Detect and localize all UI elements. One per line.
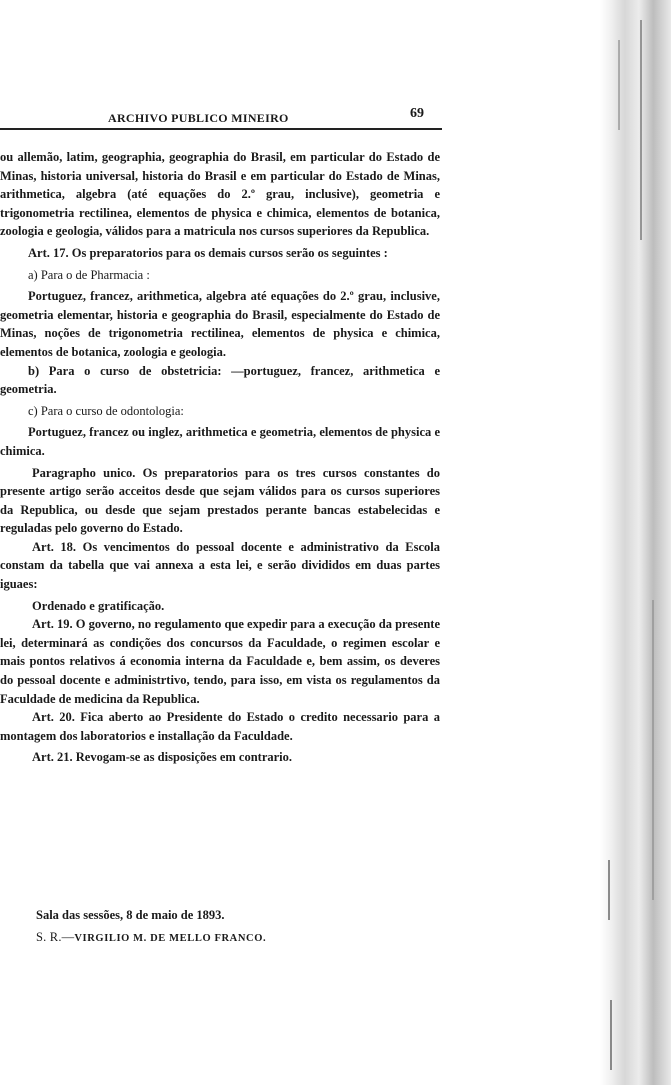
item-b: b) Para o curso de obstetricia: —portuguez, francez, arithmetica e geometria. (0, 363, 440, 397)
signature (36, 930, 266, 945)
article-18: Art. 18. Os vencimentos do pessoal docente e administrativo da Escola constam da tabella que vai annexa a esta lei, e serão divididos em duas partes iguaes: (0, 539, 440, 592)
paragrapho-unico: Paragrapho unico. Os preparatorios para os tres cursos constantes do presente artigo serão acceitos desde que sejam válidos para os cursos superiores da Republica, ou desde que sejam prestados perante bancas estabelecidas e reguladas pelo governo do Estado. (0, 465, 440, 536)
article-21: Art. 21. Revogam-se as disposições em contrario. (32, 750, 293, 765)
signature-name: VIRGILIO M. DE MELLO FRANCO. (74, 933, 267, 944)
page-number: 69 (410, 106, 424, 121)
paragraph-continuation: ou allemão, latim, geographia, geographia do Brasil, em particular do Estado de Minas, historia universal, historia do Brasil e em particular do Estado de Minas, arithmetica, algebra (até equações do 2.º grau, inclusive), geometria e trigonometria rectilinea, elementos de physica e chimica, elementos de botanica, zoologia e geologia, válidos para a matricula nos cursos superiores da Republica. (0, 150, 440, 239)
edge-mark (640, 20, 642, 240)
edge-mark (608, 860, 610, 920)
item-a-content: Portuguez, francez, arithmetica, algebra até equações do 2.º grau, inclusive, geometria elementar, historia e geographia do Brasil, especialmente do Estado de Minas, noções de trigonometria rectilinea, elementos de physica e chimica, elementos de botanica, zoologia e geologia. (0, 289, 440, 359)
article-17: Art. 17. Os preparatorios para os demais cursos serão os seguintes : (28, 245, 388, 260)
item-a-heading: a) Para o de Pharmacia : (28, 267, 150, 282)
article-20: Art. 20. Fica aberto ao Presidente do Estado o credito necessario para a montagem dos laboratorios e installação da Faculdade. (0, 710, 440, 743)
edge-mark (610, 1000, 612, 1070)
running-head: ARCHIVO PUBLICO MINEIRO (108, 111, 289, 125)
item-c-heading: c) Para o curso de odontologia: (28, 403, 184, 418)
edge-mark (618, 40, 620, 130)
article-19: Art. 19. O governo, no regulamento que expedir para a execução da presente lei, determinará as condições dos concursos da Faculdade, o regimen escolar e mais pontos relativos á economia interna da Faculdade e, bem assim, os deveres do pessoal docente e administrtivo, tendo, para isso, em vista os regulamentos da Faculdade de medicina da Republica. (0, 617, 440, 706)
item-c-content: Portuguez, francez ou inglez, arithmetica e geometria, elementos de physica e chimica. (0, 425, 440, 458)
binding-edge (600, 0, 671, 1085)
header-rule (0, 128, 442, 130)
signature-prefix: S. R.— (36, 930, 75, 944)
edge-mark (652, 600, 654, 900)
page-header (0, 106, 445, 128)
body-text (0, 148, 440, 767)
session-date: Sala das sessões, 8 de maio de 1893. (36, 908, 225, 922)
ordenado-line: Ordenado e gratificação. (32, 598, 165, 613)
